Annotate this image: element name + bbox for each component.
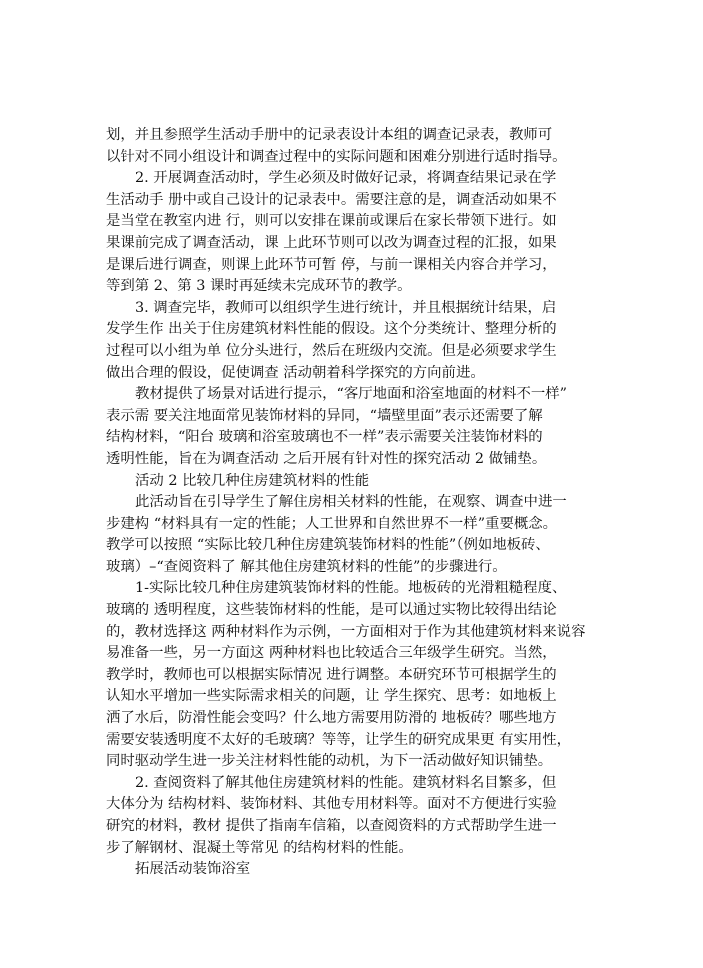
- text-line: 步建构 “材料具有一定的性能；人工世界和自然世界不一样”重要概念。: [106, 515, 558, 532]
- text-line: 做出合理的假设，促使调查 活动朝着科学探究的方向前进。: [106, 364, 485, 381]
- text-line: 透明性能，旨在为调查活动 之后开展有针对性的探究活动 2 做铺垫。: [106, 450, 547, 467]
- text-line: 需要安装透明度不太好的毛玻璃？等等，让学生的研究成果更 有实用性，: [106, 731, 572, 748]
- text-line: 玻璃的 透明程度，这些装饰材料的性能，是可以通过实物比较得出结论: [106, 602, 557, 619]
- text-line: 教学可以按照 “实际比较几种住房建筑装饰材料的性能”（例如地板砖、: [106, 537, 550, 554]
- text-line: 教材提供了场景对话进行提示，“客厅地面和浴室地面的材料不一样”: [135, 386, 568, 403]
- text-line: 生活动手 册中或自己设计的记录表中。需要注意的是，调查活动如果不: [106, 191, 557, 208]
- text-line: 3. 调查完毕，教师可以组织学生进行统计，并且根据统计结果，启: [135, 299, 557, 316]
- text-line: 划，并且参照学生活动手册中的记录表设计本组的调查记录表，教师可: [106, 127, 553, 143]
- text-line: 表示需 要关注地面常见装饰材料的异同，“墙壁里面”表示还需要了解: [106, 407, 543, 424]
- text-line: 2. 开展调查活动时，学生必须及时做好记录，将调查结果记录在学: [135, 170, 557, 187]
- text-line: 教学时，教师也可以根据实际情况 进行调整。本研究环节可根据学生的: [106, 666, 557, 683]
- text-line: 是当堂在教室内进 行，则可以安排在课前或课后在家长带领下进行。如: [106, 213, 557, 230]
- text-line: 活动 2 比较几种住房建筑材料的性能: [135, 472, 370, 489]
- text-line: 此活动旨在引导学生了解住房相关材料的性能，在观察、调查中进一: [135, 494, 567, 511]
- text-line: 易准备一些，另一方面这 两种材料也比较适合三年级学生研究。当然，: [106, 645, 557, 662]
- text-line: 2. 查阅资料了解其他住房建筑材料的性能。建筑材料名目繁多，但: [135, 774, 557, 791]
- text-line: 拓展活动装饰浴室: [135, 861, 251, 878]
- text-line: 认知水平增加一些实际需求相关的问题，让 学生探究、思考：如地板上: [106, 688, 557, 705]
- text-line: 发学生作 出关于住房建筑材料性能的假设。这个分类统计、整理分析的: [106, 321, 557, 338]
- text-line: 以针对不同小组设计和调查过程中的实际问题和困难分别进行适时指导。: [106, 148, 567, 165]
- text-line: 1-实际比较几种住房建筑装饰材料的性能。地板砖的光滑粗糙程度、: [135, 580, 567, 597]
- text-line: 的，教材选择这 两种材料作为示例，一方面相对于作为其他建筑材料来说容: [106, 623, 586, 640]
- body-text: [106, 125, 611, 881]
- text-line: 同时驱动学生进一步关注材料性能的动机，为下一活动做好知识铺垫。: [106, 753, 553, 770]
- text-line: 玻璃）–“查阅资料了 解其他住房建筑材料的性能”的步骤进行。: [106, 558, 507, 575]
- text-line: 过程可以小组为单 位分头进行，然后在班级内交流。但是必须要求学生: [106, 342, 557, 359]
- text-line: 果课前完成了调查活动，课 上此环节则可以改为调查过程的汇报，如果: [106, 234, 557, 251]
- text-line: 步了解钢材、混凝土等常见 的结构材料的性能。: [106, 839, 413, 856]
- text-line: 等到第 2、第 3 课时再延续未完成环节的教学。: [106, 278, 412, 295]
- text-line: 洒了水后，防滑性能会变吗？什么地方需要用防滑的 地板砖？哪些地方: [106, 710, 557, 727]
- text-line: 大体分为 结构材料、装饰材料、其他专用材料等。面对不方便进行实验: [106, 796, 557, 813]
- text-line: 结构材料，“阳台 玻璃和浴室玻璃也不一样”表示需要关注装饰材料的: [106, 429, 543, 446]
- text-line: 研究的材料，教材 提供了指南车信箱，以查阅资料的方式帮助学生进一: [106, 818, 557, 834]
- text-line: 是课后进行调查，则课上此环节可暂 停，与前一课相关内容合并学习，: [106, 256, 557, 273]
